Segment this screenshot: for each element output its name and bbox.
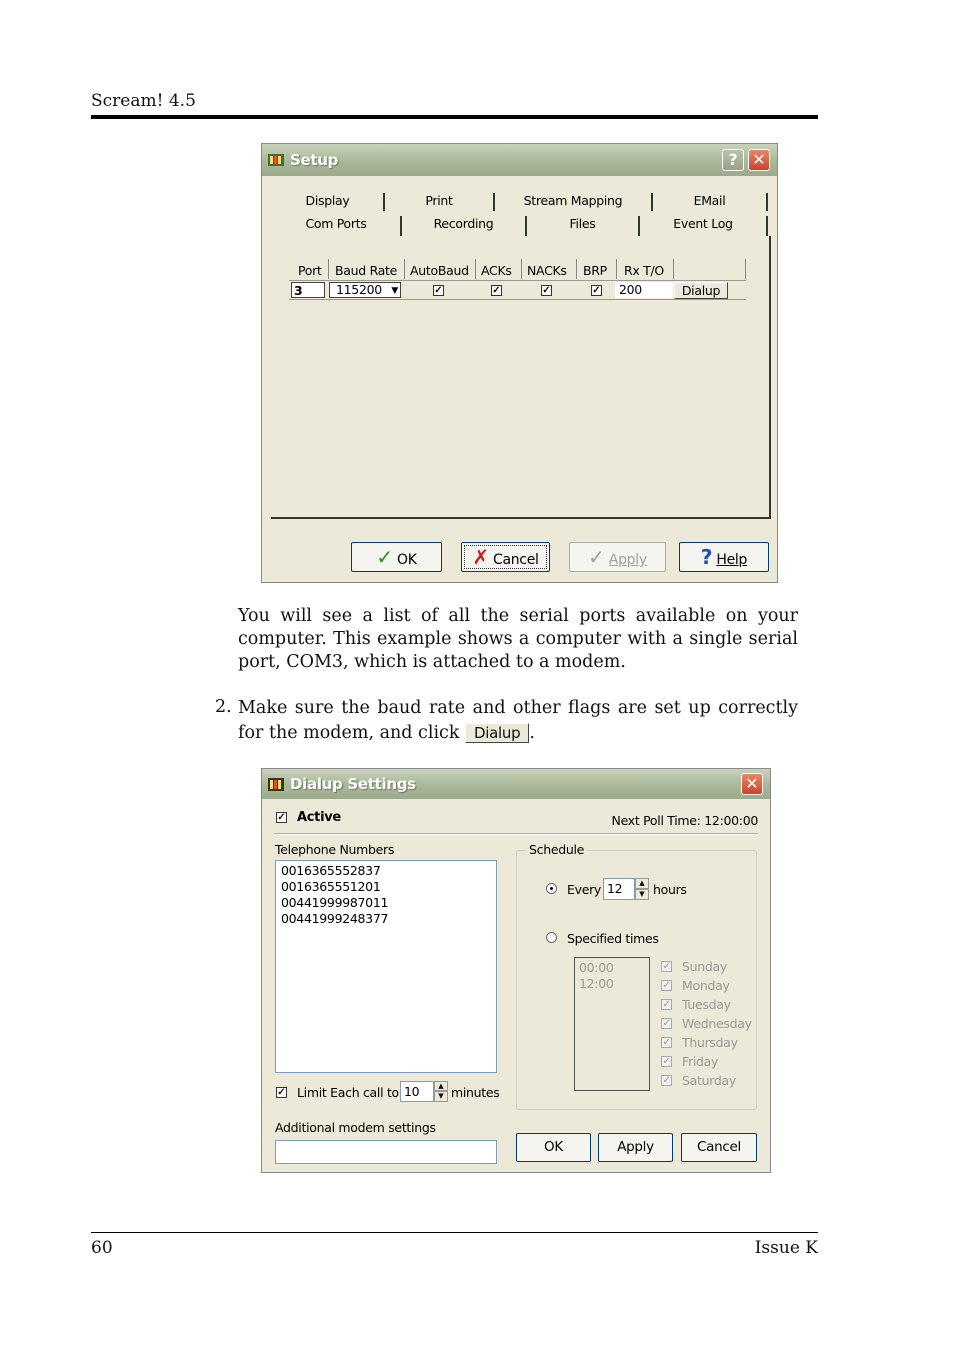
- times-list[interactable]: [574, 957, 650, 1091]
- list-item[interactable]: 00441999248377: [281, 911, 389, 926]
- rx-timeout-field[interactable]: 200: [615, 282, 673, 298]
- tuesday-checkbox[interactable]: ✓: [662, 999, 671, 1010]
- list-item[interactable]: 12:00: [579, 976, 614, 991]
- limit-spin-down[interactable]: ▼: [434, 1091, 448, 1102]
- limit-call-label: Limit Each call to: [297, 1085, 399, 1100]
- port-table-row[interactable]: [289, 280, 746, 300]
- thursday-checkbox[interactable]: ✓: [662, 1037, 671, 1048]
- nacks-checkbox[interactable]: ✓: [542, 285, 551, 296]
- page-header: Scream! 4.5: [91, 91, 196, 111]
- limit-call-checkbox[interactable]: ✓: [277, 1087, 286, 1098]
- active-label: Active: [297, 810, 341, 825]
- dialup-settings-window: [261, 768, 771, 1173]
- additional-modem-input[interactable]: [275, 1140, 497, 1164]
- paragraph-serial-ports: You will see a list of all the serial ports available on your computer. This example shows a computer with a single serial port, COM3, which is attached to a modem.: [238, 606, 798, 672]
- active-checkbox[interactable]: ✓: [277, 812, 286, 823]
- tab-email[interactable]: EMail: [653, 193, 768, 211]
- dialup-button[interactable]: Dialup: [674, 282, 728, 299]
- limit-minutes-input[interactable]: 10: [400, 1081, 434, 1102]
- additional-modem-label: Additional modem settings: [275, 1120, 436, 1135]
- every-hours-input[interactable]: 12: [603, 878, 635, 900]
- friday-label: Friday: [682, 1054, 719, 1069]
- setup-titlebar[interactable]: [262, 144, 777, 176]
- step-number: 2.: [215, 697, 232, 717]
- help-button[interactable]: ? Help: [679, 542, 769, 572]
- tab-display[interactable]: Display: [272, 193, 385, 211]
- schedule-label: Schedule: [526, 842, 587, 857]
- dialup-titlebar[interactable]: [262, 769, 770, 799]
- every-radio[interactable]: [546, 883, 557, 894]
- telephone-numbers-list[interactable]: [275, 860, 497, 1073]
- setup-title: Setup: [290, 151, 339, 169]
- sunday-label: Sunday: [682, 959, 727, 974]
- specified-times-radio[interactable]: [546, 932, 557, 943]
- list-item[interactable]: 00441999987011: [281, 895, 389, 910]
- tab-com-ports[interactable]: Com Ports: [272, 216, 402, 236]
- app-icon: [268, 152, 284, 167]
- every-label: Every: [567, 882, 602, 897]
- monday-checkbox[interactable]: ✓: [662, 980, 671, 991]
- ok-button[interactable]: ✓ OK: [351, 542, 442, 572]
- col-autobaud: AutoBaud: [410, 263, 469, 278]
- friday-checkbox[interactable]: ✓: [662, 1056, 671, 1067]
- baud-rate-value: 115200: [336, 282, 382, 297]
- tab-recording[interactable]: Recording: [402, 216, 527, 236]
- tab-event-log[interactable]: Event Log: [640, 216, 768, 236]
- dialup-title: Dialup Settings: [290, 775, 416, 793]
- com-ports-panel: [271, 236, 771, 519]
- col-port: Port: [298, 263, 322, 278]
- tab-files[interactable]: Files: [527, 216, 640, 236]
- telephone-numbers-label: Telephone Numbers: [275, 842, 395, 857]
- cancel-button[interactable]: Cancel: [681, 1133, 757, 1162]
- list-item[interactable]: 0016365552837: [281, 863, 381, 878]
- baud-rate-select[interactable]: [329, 282, 401, 298]
- list-item[interactable]: 0016365551201: [281, 879, 381, 894]
- limit-spin-up[interactable]: ▲: [434, 1081, 448, 1091]
- next-poll-time: Next Poll Time: 12:00:00: [611, 813, 758, 828]
- wednesday-checkbox[interactable]: ✓: [662, 1018, 671, 1029]
- col-rx-to: Rx T/O: [624, 263, 664, 278]
- cross-icon: ✗: [472, 545, 489, 569]
- footer-rule: [91, 1232, 818, 1233]
- help-title-button[interactable]: ?: [722, 149, 744, 171]
- col-nacks: NACKs: [527, 263, 567, 278]
- close-button[interactable]: ✕: [748, 149, 770, 171]
- check-icon: ✓: [376, 545, 393, 569]
- check-icon-disabled: ✓: [588, 545, 605, 569]
- col-brp: BRP: [583, 263, 607, 278]
- app-icon: [268, 777, 284, 792]
- step-text: Make sure the baud rate and other flags are set up correctly for the modem, and click Dialup .: [238, 698, 798, 743]
- apply-button[interactable]: ✓ Apply: [569, 542, 666, 572]
- every-spin-down[interactable]: ▼: [635, 889, 649, 900]
- page-number: 60: [91, 1238, 113, 1258]
- hours-label: hours: [653, 882, 687, 897]
- step-text-body: Make sure the baud rate and other flags are set up correctly for the modem, and click: [238, 698, 798, 743]
- apply-button[interactable]: Apply: [598, 1133, 673, 1162]
- list-item[interactable]: 00:00: [579, 960, 614, 975]
- close-button[interactable]: ✕: [741, 773, 763, 795]
- divider: [274, 833, 758, 835]
- thursday-label: Thursday: [682, 1035, 738, 1050]
- col-baud-rate: Baud Rate: [335, 263, 398, 278]
- tab-print[interactable]: Print: [385, 193, 495, 211]
- monday-label: Monday: [682, 978, 730, 993]
- every-spin-up[interactable]: ▲: [635, 878, 649, 889]
- tuesday-label: Tuesday: [682, 997, 731, 1012]
- help-icon: ?: [700, 545, 713, 569]
- col-acks: ACKs: [481, 263, 512, 278]
- cancel-button[interactable]: ✗ Cancel: [461, 542, 550, 572]
- port-cell: 3: [291, 282, 325, 298]
- inline-dialup-button: Dialup: [465, 723, 529, 743]
- specified-times-label: Specified times: [567, 931, 659, 946]
- sunday-checkbox[interactable]: ✓: [662, 961, 671, 972]
- saturday-label: Saturday: [682, 1073, 736, 1088]
- minutes-label: minutes: [451, 1085, 500, 1100]
- issue-label: Issue K: [754, 1238, 818, 1258]
- autobaud-checkbox[interactable]: ✓: [434, 285, 443, 296]
- setup-window: [261, 143, 778, 583]
- header-rule: [91, 115, 818, 119]
- tab-stream-mapping[interactable]: Stream Mapping: [495, 193, 653, 211]
- chevron-down-icon[interactable]: ▼: [391, 286, 398, 296]
- acks-checkbox[interactable]: ✓: [492, 285, 501, 296]
- ok-button[interactable]: OK: [516, 1133, 591, 1162]
- wednesday-label: Wednesday: [682, 1016, 752, 1031]
- saturday-checkbox[interactable]: ✓: [662, 1075, 671, 1086]
- brp-checkbox[interactable]: ✓: [592, 285, 601, 296]
